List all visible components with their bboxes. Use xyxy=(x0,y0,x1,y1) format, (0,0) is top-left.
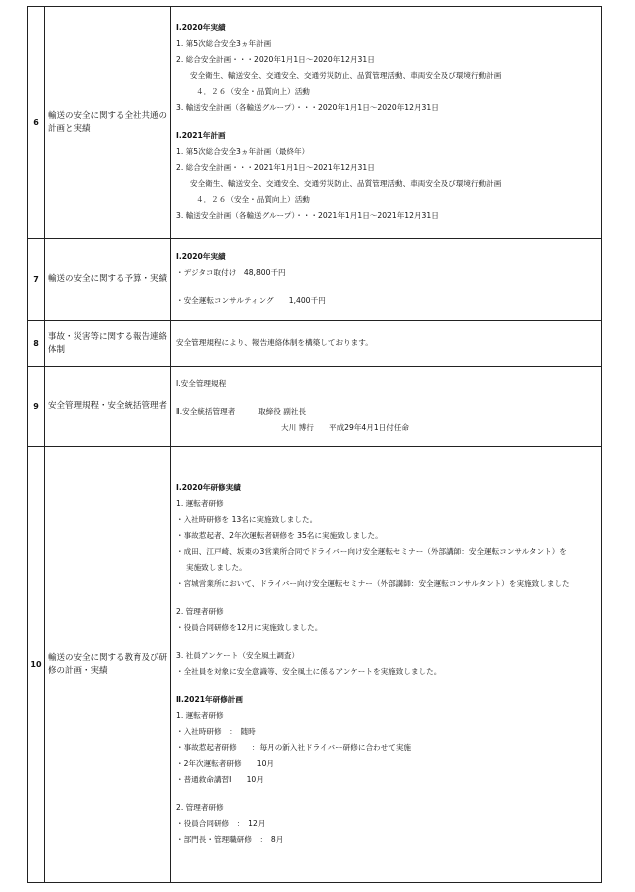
content-line: ４．２６（安全・品質向上）活動 xyxy=(196,195,310,204)
content-line: Ⅰ.安全管理規程 xyxy=(176,379,227,388)
content-line: 実施致しました。 xyxy=(186,563,247,572)
content-line: ・デジタコ取付け 48,800千円 xyxy=(176,268,286,277)
content-line: 安全衛生、輸送安全、交通安全、交通労災防止、品質管理活動、車両安全及び環境行動計画 xyxy=(190,71,502,80)
safety-report-table xyxy=(27,6,602,883)
row-item-label: 輸送の安全に関する教育及び研修の計画・実績 xyxy=(45,447,171,883)
content-line: ４．２６（安全・品質向上）活動 xyxy=(196,87,310,96)
section-heading: Ⅱ.2021年研修計画 xyxy=(176,695,243,704)
row-item-label: 輸送の安全に関する全社共通の計画と実績 xyxy=(45,7,171,239)
table-row xyxy=(28,7,602,239)
content-line: 3. 輸送安全計画（各輸送グループ）・・・2020年1月1日～2020年12月31日 xyxy=(176,103,439,112)
row-number: 8 xyxy=(28,321,45,367)
spacer xyxy=(176,680,597,692)
content-line: 2. 管理者研修 xyxy=(176,803,224,812)
content-line: 1. 第5次総合安全3ヵ年計画（最終年） xyxy=(176,147,310,156)
row-content xyxy=(171,447,602,883)
content-line: 安全管理規程により、報告連絡体制を構築しております。 xyxy=(176,338,373,347)
section-heading: Ⅰ.2021年計画 xyxy=(176,131,226,140)
spacer xyxy=(176,636,597,648)
section-heading: Ⅰ.2020年実績 xyxy=(176,252,226,261)
content-line: ・事故惹起者研修 ：毎月の新入社ドライバー研修に合わせて実施 xyxy=(176,743,412,752)
content-line: 3. 輸送安全計画（各輸送グループ）・・・2021年1月1日～2021年12月31日 xyxy=(176,211,439,220)
content-line: 2. 管理者研修 xyxy=(176,607,224,616)
content-line: ・2年次運転者研修 10月 xyxy=(176,759,275,768)
table-row xyxy=(28,239,602,321)
spacer xyxy=(176,116,597,128)
table-row xyxy=(28,321,602,367)
row-number: 9 xyxy=(28,367,45,447)
row-content xyxy=(171,367,602,447)
table-row xyxy=(28,367,602,447)
row-content xyxy=(171,321,602,367)
spacer xyxy=(176,788,597,800)
row-item-label: 事故・災害等に関する報告連絡体制 xyxy=(45,321,171,367)
content-line: ・事故惹起者、2年次運転者研修を 35名に実施致しました。 xyxy=(176,531,383,540)
content-line: 安全衛生、輸送安全、交通安全、交通労災防止、品質管理活動、車両安全及び環境行動計画 xyxy=(190,179,502,188)
content-line: 1. 第5次総合安全3ヵ年計画 xyxy=(176,39,272,48)
spacer xyxy=(176,592,597,604)
content-line: ・安全運転コンサルティング 1,400千円 xyxy=(176,296,326,305)
row-number: 7 xyxy=(28,239,45,321)
spacer xyxy=(176,392,597,404)
row-content xyxy=(171,7,602,239)
content-line: ・役員合同研修 ： 12月 xyxy=(176,819,266,828)
content-line: ・成田、江戸崎、坂東の3営業所合同でドライバー向け安全運転セミナー（外部講師：安全運転コンサルタント）を xyxy=(176,547,567,556)
row-number: 6 xyxy=(28,7,45,239)
content-line: 1. 運転者研修 xyxy=(176,711,224,720)
row-content xyxy=(171,239,602,321)
spacer xyxy=(176,281,597,293)
content-line: 2. 総合安全計画・・・2021年1月1日～2021年12月31日 xyxy=(176,163,375,172)
content-line: 1. 運転者研修 xyxy=(176,499,224,508)
content-line: ・役員合同研修を12月に実施致しました。 xyxy=(176,623,323,632)
content-line: 2. 総合安全計画・・・2020年1月1日～2020年12月31日 xyxy=(176,55,375,64)
section-heading: Ⅰ.2020年実績 xyxy=(176,23,226,32)
content-line: ・普通救命講習Ⅰ 10月 xyxy=(176,775,264,784)
content-line: ・全社員を対象に安全意識等、安全風土に係るアンケートを実施致しました。 xyxy=(176,667,442,676)
content-line: ・入社時研修 ： 随時 xyxy=(176,727,256,736)
content-line: ・宮城営業所において、ドライバー向け安全運転セミナー（外部講師：安全運転コンサルタント）を実施致しました xyxy=(176,579,570,588)
section-heading: Ⅰ.2020年研修実績 xyxy=(176,483,241,492)
content-line: Ⅱ.安全統括管理者 取締役 副社長 xyxy=(176,407,307,416)
content-line: ・入社時研修を 13名に実施致しました。 xyxy=(176,515,318,524)
row-item-label: 安全管理規程・安全統括管理者 xyxy=(45,367,171,447)
content-line: ・部門長・管理職研修 ： 8月 xyxy=(176,835,284,844)
content-line: 3. 社員アンケート（安全風土調査） xyxy=(176,651,300,660)
content-line: 大川 博行 平成29年4月1日付任命 xyxy=(281,423,410,432)
row-item-label: 輸送の安全に関する予算・実績 xyxy=(45,239,171,321)
table-row xyxy=(28,447,602,883)
row-number: 10 xyxy=(28,447,45,883)
